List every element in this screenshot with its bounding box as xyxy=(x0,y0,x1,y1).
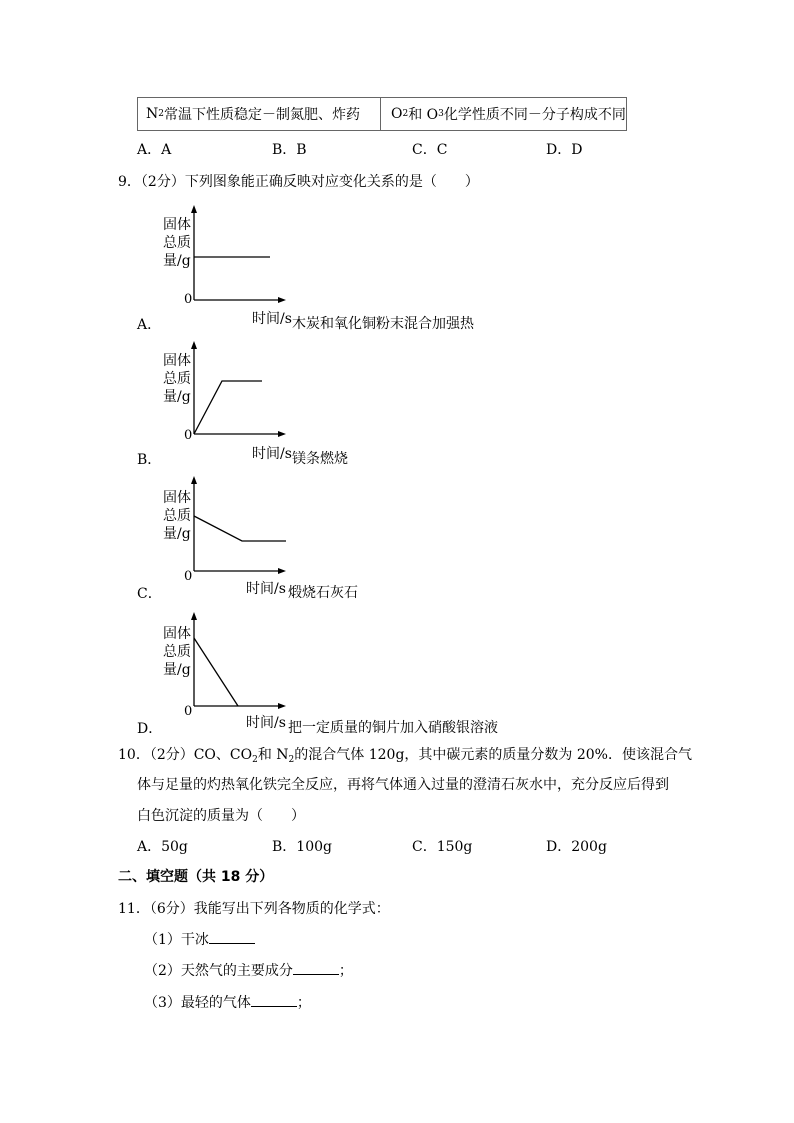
answer-blank[interactable] xyxy=(293,960,339,975)
q9-option-b-desc: 镁条燃烧 xyxy=(292,451,348,467)
q11-item-suffix: ； xyxy=(338,963,353,979)
graph-b-plot xyxy=(186,341,291,441)
graph-d-origin: 0 xyxy=(184,704,193,719)
table-cell-2 xyxy=(381,98,626,130)
y-axis-arrow xyxy=(191,476,197,484)
curve-b xyxy=(194,381,262,434)
cell2-formula-a: O xyxy=(391,106,403,122)
q10-text: 的混合气体 120g，其中碳元素的质量分数为 20%．使该混合气 xyxy=(294,747,692,763)
q11-item-2 xyxy=(144,960,353,980)
cell2-sub-a: 2 xyxy=(402,109,409,119)
cell1-text: 常温下性质稳定－制氮肥、炸药 xyxy=(163,107,360,123)
q10-stem-line2: 体与足量的灼热氧化铁完全反应，再将气体通入过量的澄清石灰水中，充分反应后得到 xyxy=(137,777,669,793)
ylabel-line: 总质 xyxy=(163,508,191,524)
graph-a-xlabel: 时间/s xyxy=(252,311,292,327)
curve-d xyxy=(194,638,238,706)
ylabel-line: 固体 xyxy=(163,217,191,233)
q8-option-b[interactable]: B．B xyxy=(272,142,307,158)
cell2-mid: 和 O xyxy=(408,107,439,123)
ylabel-line: 量/g xyxy=(163,526,191,542)
q9-option-c-letter[interactable]: C． xyxy=(137,586,162,602)
q8-option-d[interactable]: D．D xyxy=(546,142,583,158)
y-axis-arrow xyxy=(191,341,197,349)
q8-option-table xyxy=(137,97,627,131)
graph-c-xlabel: 时间/s xyxy=(246,581,286,597)
ylabel-line: 固体 xyxy=(163,353,191,369)
q10-option-b[interactable]: B．100g xyxy=(272,839,332,855)
ylabel-line: 量/g xyxy=(163,662,191,678)
x-axis-arrow xyxy=(278,431,286,437)
cell2-text: 化学性质不同－分子构成不同 xyxy=(443,107,626,123)
graph-c-plot xyxy=(186,476,291,576)
q11-item-3 xyxy=(144,992,311,1012)
graph-a-plot xyxy=(186,205,291,305)
cell1-sub: 2 xyxy=(158,109,164,119)
y-axis-arrow xyxy=(191,205,197,213)
q10-sub: 2 xyxy=(252,755,258,765)
q9-option-d-letter[interactable]: D． xyxy=(137,721,163,737)
graph-b-origin: 0 xyxy=(184,428,193,443)
graph-a-origin: 0 xyxy=(184,292,193,307)
ylabel-line: 量/g xyxy=(163,253,191,269)
y-axis-arrow xyxy=(191,612,197,620)
q11-item-label: （1）干冰 xyxy=(144,932,209,948)
ylabel-line: 总质 xyxy=(163,235,191,251)
curve-c xyxy=(194,516,286,541)
q9-stem: 9．（2分）下列图象能正确反映对应变化关系的是（ ） xyxy=(118,174,479,190)
q8-option-a[interactable]: A．A xyxy=(137,142,172,158)
q11-stem: 11．（6分）我能写出下列各物质的化学式： xyxy=(118,901,390,917)
q9-option-a-letter[interactable]: A． xyxy=(137,317,162,333)
q11-item-suffix: ； xyxy=(296,995,311,1011)
q11-item-1 xyxy=(144,929,255,949)
q11-item-label: （2）天然气的主要成分 xyxy=(144,963,293,979)
section-heading: 二、填空题（共 18 分） xyxy=(118,869,274,885)
q10-option-d[interactable]: D．200g xyxy=(546,839,607,855)
cell2-sub-b: 3 xyxy=(438,109,444,119)
graph-d-xlabel: 时间/s xyxy=(246,715,286,731)
q10-text: 和 N xyxy=(257,747,289,763)
ylabel-line: 量/g xyxy=(163,389,191,405)
graph-d-plot xyxy=(186,612,291,712)
ylabel-line: 总质 xyxy=(163,644,191,660)
ylabel-line: 总质 xyxy=(163,371,191,387)
q9-option-b-letter[interactable]: B． xyxy=(137,452,162,468)
q11-item-label: （3）最轻的气体 xyxy=(144,995,251,1011)
q10-option-c[interactable]: C．150g xyxy=(412,839,473,855)
ylabel-line: 固体 xyxy=(163,626,191,642)
q9-option-c-desc: 煅烧石灰石 xyxy=(288,585,358,601)
ylabel-line: 固体 xyxy=(163,490,191,506)
q10-sub: 2 xyxy=(288,755,295,765)
q10-stem-line1 xyxy=(118,744,692,765)
answer-blank[interactable] xyxy=(209,929,255,944)
answer-blank[interactable] xyxy=(251,992,297,1007)
q10-text: 10．（2分）CO、CO xyxy=(118,747,253,763)
table-cell-1 xyxy=(138,98,381,130)
q9-option-a-desc: 木炭和氧化铜粉末混合加强热 xyxy=(292,316,474,332)
q10-option-a[interactable]: A．50g xyxy=(137,839,188,855)
graph-c-origin: 0 xyxy=(184,569,193,584)
q9-option-d-desc: 把一定质量的铜片加入硝酸银溶液 xyxy=(288,720,498,736)
graph-b-xlabel: 时间/s xyxy=(252,446,292,462)
x-axis-arrow xyxy=(278,568,286,574)
q10-stem-line3: 白色沉淀的质量为（ ） xyxy=(137,808,305,824)
x-axis-arrow xyxy=(278,297,286,303)
cell1-formula: N xyxy=(146,106,159,122)
q8-option-c[interactable]: C．C xyxy=(412,142,448,158)
x-axis-arrow xyxy=(278,703,286,709)
